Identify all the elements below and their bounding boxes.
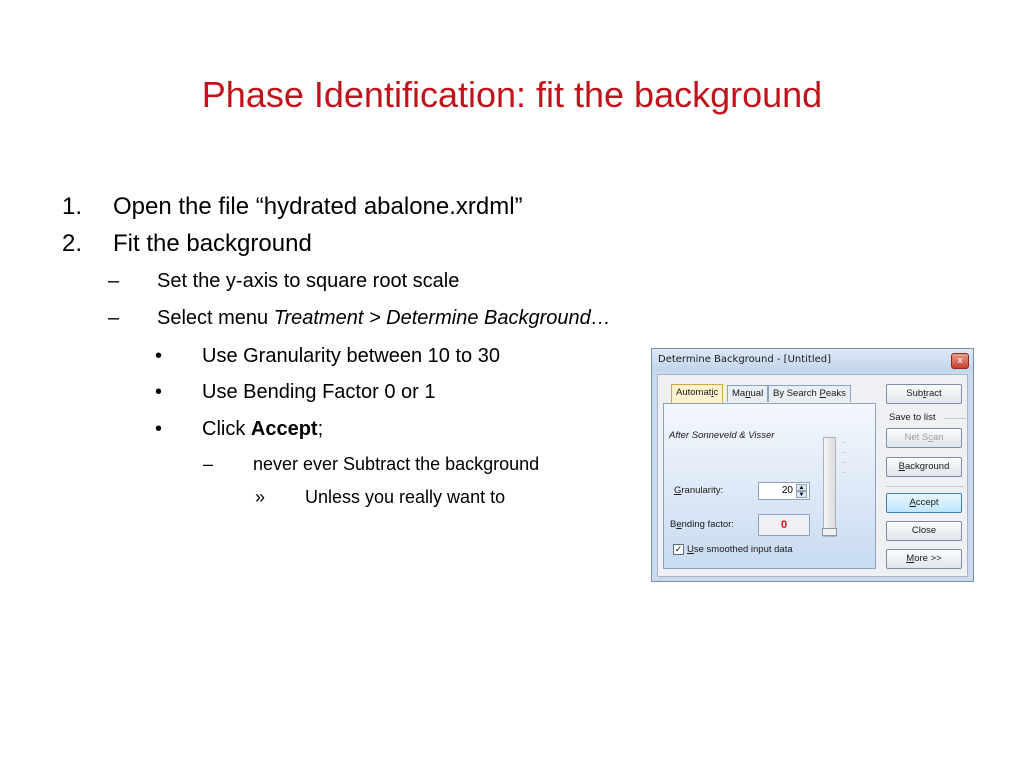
tab-label: c bbox=[713, 387, 719, 398]
button-label: B bbox=[898, 461, 905, 472]
divider bbox=[944, 418, 966, 419]
slider-tick bbox=[842, 472, 845, 473]
button-label: ract bbox=[925, 388, 942, 399]
spin-down-icon[interactable]: ▼ bbox=[796, 491, 807, 498]
button-label: ackground bbox=[904, 461, 950, 472]
list-item: Unless you really want to bbox=[305, 487, 506, 507]
bending-label-text: nding factor: bbox=[681, 519, 734, 530]
spinner-buttons bbox=[796, 484, 807, 498]
granularity-spinner[interactable] bbox=[758, 482, 810, 500]
method-label: After Sonneveld & Visser bbox=[669, 430, 775, 441]
bending-factor-label bbox=[670, 519, 734, 530]
divider bbox=[886, 486, 964, 487]
button-label: ore >> bbox=[914, 553, 942, 564]
list-item: Open the file “hydrated abalone.xrdml” bbox=[113, 193, 523, 220]
button-label: c bbox=[928, 432, 933, 443]
tab-label: By Search bbox=[773, 388, 820, 399]
checkbox-label-text: U bbox=[687, 544, 694, 555]
save-to-list-label: Save to list bbox=[889, 412, 936, 423]
list-item: never ever Subtract the background bbox=[253, 454, 540, 474]
list-item-text: ; bbox=[317, 418, 324, 440]
net-scan-button[interactable] bbox=[886, 428, 962, 448]
list-item bbox=[202, 418, 323, 441]
more-button[interactable] bbox=[886, 549, 962, 569]
granularity-label-text: G bbox=[674, 485, 682, 496]
list-marker: 1. bbox=[62, 193, 83, 220]
list-item: Set the y-axis to square root scale bbox=[157, 270, 460, 292]
tab-automatic[interactable] bbox=[671, 384, 723, 403]
button-label: t bbox=[923, 388, 926, 399]
tab-label: P bbox=[819, 388, 826, 399]
checkbox-label-text: se smoothed input data bbox=[693, 544, 793, 555]
close-icon[interactable]: x bbox=[951, 353, 969, 369]
list-marker: – bbox=[108, 270, 120, 292]
list-item bbox=[157, 307, 611, 330]
subtract-button[interactable] bbox=[886, 384, 962, 404]
tab-label: ual bbox=[750, 388, 764, 399]
tab-label: i bbox=[711, 387, 714, 398]
button-label: ccept bbox=[915, 497, 939, 508]
list-item: Use Bending Factor 0 or 1 bbox=[202, 381, 436, 403]
tab-label: n bbox=[745, 388, 751, 399]
granularity-label bbox=[674, 485, 723, 496]
dialog-title: Determine Background - [Untitled] bbox=[658, 354, 832, 365]
tab-label: eaks bbox=[825, 388, 846, 399]
slider-tick bbox=[842, 442, 845, 443]
tab-label: Ma bbox=[732, 388, 746, 399]
slider-tick bbox=[842, 462, 845, 463]
list-item-text: Click bbox=[202, 418, 251, 440]
bending-label-text: B bbox=[670, 519, 677, 530]
granularity-label-text: ranularity: bbox=[681, 485, 724, 496]
button-label: Close bbox=[911, 525, 937, 536]
spin-up-icon[interactable]: ▲ bbox=[796, 484, 807, 491]
accept-button[interactable] bbox=[886, 493, 962, 513]
list-marker: – bbox=[203, 454, 214, 474]
list-marker: 2. bbox=[62, 230, 83, 257]
menu-path: Treatment > Determine Background… bbox=[273, 307, 611, 329]
slider-thumb[interactable] bbox=[822, 528, 837, 536]
smoothed-input-label[interactable] bbox=[687, 544, 793, 555]
slide-title: Phase Identification: fit the background bbox=[201, 74, 823, 115]
tab-manual[interactable] bbox=[727, 385, 768, 402]
button-label: Sub bbox=[906, 388, 924, 399]
list-marker: • bbox=[155, 345, 163, 367]
background-button[interactable] bbox=[886, 457, 962, 477]
button-label: M bbox=[906, 553, 915, 564]
close-button[interactable] bbox=[886, 521, 962, 541]
list-marker: • bbox=[155, 418, 163, 440]
button-label: A bbox=[909, 497, 916, 508]
granularity-slider[interactable] bbox=[823, 437, 836, 537]
granularity-value: 20 bbox=[781, 485, 793, 496]
bending-label-text: e bbox=[676, 519, 682, 530]
bending-factor-value[interactable]: 0 bbox=[758, 514, 810, 536]
tab-by-search-peaks[interactable] bbox=[768, 385, 851, 402]
list-marker: • bbox=[155, 381, 163, 403]
button-label: Net S bbox=[904, 432, 929, 443]
list-marker: – bbox=[108, 307, 120, 329]
tab-label: Automat bbox=[676, 387, 712, 398]
slider-tick bbox=[842, 452, 845, 453]
list-marker: » bbox=[255, 487, 266, 507]
button-label: an bbox=[932, 432, 944, 443]
list-item: Fit the background bbox=[113, 230, 312, 257]
list-item: Use Granularity between 10 to 30 bbox=[202, 345, 500, 367]
accept-emphasis: Accept bbox=[250, 418, 318, 440]
dialog-titlebar[interactable] bbox=[652, 349, 973, 371]
list-item-text: Select menu bbox=[157, 307, 274, 329]
smoothed-input-checkbox[interactable]: ✓ bbox=[674, 544, 683, 554]
